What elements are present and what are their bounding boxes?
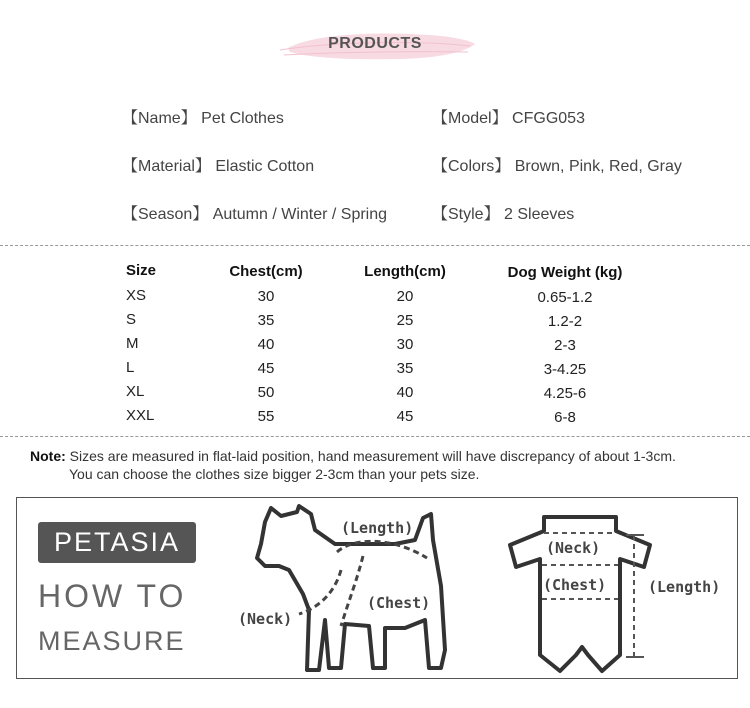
cell-weight: 0.65-1.2 (537, 289, 593, 306)
note-label: Note: (30, 448, 66, 464)
cell-chest: 30 (257, 288, 275, 305)
note-line-1 (30, 448, 676, 464)
cell-size: XS (126, 287, 147, 304)
cell-weight: 6-8 (554, 409, 576, 426)
shirt-length-label: (Length) (648, 578, 721, 596)
page-title: PRODUCTS (328, 35, 422, 52)
cell-chest: 40 (257, 336, 275, 353)
products-header (270, 22, 480, 68)
cell-length: 45 (396, 408, 414, 425)
measure-heading: MEASURE (38, 626, 186, 656)
cell-weight: 4.25-6 (543, 385, 587, 402)
cell-chest: 45 (257, 360, 275, 377)
cell-length: 35 (396, 360, 414, 377)
spec-model-key: 【Model】 (432, 110, 508, 127)
note-text-2: You can choose the clothes size bigger 2-3cm than your pets size. (69, 466, 480, 482)
cell-chest: 50 (257, 384, 275, 401)
divider (0, 436, 750, 437)
spec-colors-value: Brown, Pink, Red, Gray (514, 158, 682, 175)
dog-chest-label: (Chest) (367, 594, 431, 612)
brand-name: PETASIA (53, 527, 181, 557)
col-header-size: Size (126, 262, 157, 279)
cell-size: XL (126, 383, 145, 400)
cell-size: S (126, 311, 137, 328)
cell-weight: 3-4.25 (543, 361, 587, 378)
cell-weight: 1.2-2 (547, 313, 583, 330)
col-header-length: Length(cm) (364, 263, 446, 280)
dog-neck-label: (Neck) (238, 610, 293, 628)
dog-length-label: (Length) (341, 519, 414, 537)
spec-name-key: 【Name】 (122, 110, 197, 127)
spec-material (122, 153, 314, 176)
spec-style-value: 2 Sleeves (504, 206, 575, 223)
cell-length: 30 (396, 336, 414, 353)
spec-model-value: CFGG053 (512, 110, 585, 127)
spec-material-key: 【Material】 (122, 158, 211, 175)
cell-length: 40 (396, 384, 414, 401)
cell-chest: 35 (257, 312, 275, 329)
spec-season-key: 【Season】 (122, 206, 209, 223)
spec-colors-key: 【Colors】 (432, 158, 511, 175)
spec-colors (432, 153, 682, 176)
cell-size: M (126, 335, 139, 352)
spec-season-value: Autumn / Winter / Spring (212, 206, 388, 223)
shirt-neck-label: (Neck) (546, 539, 601, 557)
shirt-chest-label: (Chest) (543, 576, 607, 594)
spec-season (122, 201, 387, 224)
spec-name (122, 105, 284, 128)
cell-length: 20 (396, 288, 414, 305)
spec-style-key: 【Style】 (432, 206, 500, 223)
spec-name-value: Pet Clothes (201, 110, 284, 127)
how-to-heading: HOW TO (38, 578, 187, 614)
col-header-weight: Dog Weight (kg) (507, 264, 623, 281)
spec-material-value: Elastic Cotton (215, 158, 315, 175)
cell-size: XXL (126, 407, 155, 424)
cell-size: L (126, 359, 135, 376)
spec-model (432, 105, 585, 128)
cell-length: 25 (396, 312, 414, 329)
note-text-1: Sizes are measured in flat-laid position, hand measurement will have discrepancy of about 1-3cm. (69, 448, 676, 464)
col-header-chest: Chest(cm) (229, 263, 303, 280)
divider (0, 245, 750, 246)
cell-chest: 55 (257, 408, 275, 425)
cell-weight: 2-3 (554, 337, 576, 354)
spec-style (432, 201, 574, 224)
